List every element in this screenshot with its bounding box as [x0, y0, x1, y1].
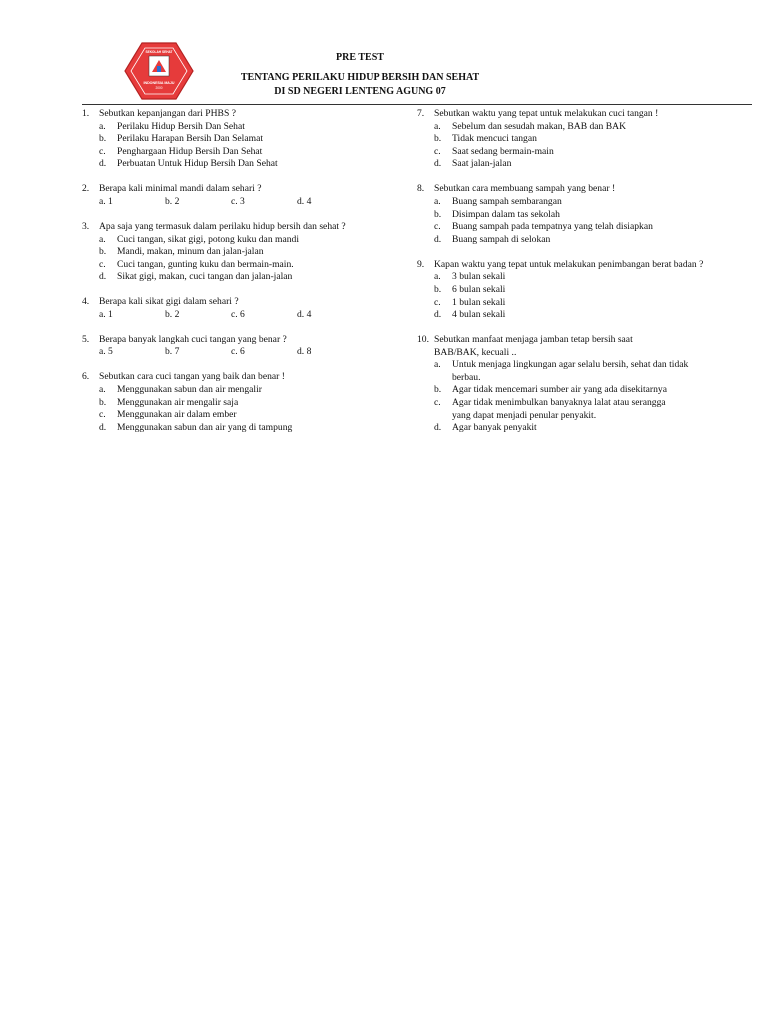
option-letter: d.: [434, 309, 442, 321]
question-6: [82, 371, 402, 434]
option-letter: d.: [434, 233, 442, 245]
option: a. 1: [99, 308, 113, 320]
question-10: [417, 334, 762, 435]
option-text: Cuci tangan, gunting kuku dan bermain-main.: [117, 258, 294, 270]
option-text: Agar tidak mencemari sumber air yang ada disekitarnya: [452, 384, 667, 396]
question-9: [417, 259, 762, 322]
option-text: Cuci tangan, sikat gigi, potong kuku dan mandi: [117, 233, 299, 245]
option-text: 4 bulan sekali: [452, 309, 506, 321]
question-3: [82, 221, 402, 284]
question-number: 2.: [82, 183, 90, 195]
option: [82, 146, 402, 159]
question-number: 3.: [82, 220, 90, 232]
questions-right-column: [417, 108, 762, 447]
question-5: [82, 334, 402, 359]
question-text: Apa saja yang termasuk dalam perilaku hidup bersih dan sehat ?: [99, 220, 346, 232]
option-letter: c.: [99, 145, 106, 157]
option-text: Menggunakan air mengalir saja: [117, 396, 239, 408]
question-text: Kapan waktu yang tepat untuk melakukan penimbangan berat badan ?: [434, 258, 704, 270]
option-letter: b.: [434, 384, 442, 396]
header-divider: [82, 104, 752, 105]
option-letter: c.: [99, 258, 106, 270]
option-text: Disimpan dalam tas sekolah: [452, 208, 560, 220]
question-2: [82, 183, 402, 208]
option: [417, 234, 762, 247]
option: [82, 121, 402, 134]
option-text-continued: berbau.: [452, 371, 481, 383]
option-letter: b.: [99, 246, 107, 258]
option-text: Perilaku Harapan Bersih Dan Selamat: [117, 133, 263, 145]
option-letter: d.: [434, 422, 442, 434]
option-letter: a.: [99, 233, 106, 245]
option-text: 3 bulan sekali: [452, 271, 506, 283]
option: [82, 158, 402, 171]
option: [82, 384, 402, 397]
option-text: 6 bulan sekali: [452, 283, 506, 295]
option: [417, 196, 762, 209]
option-text: 1 bulan sekali: [452, 296, 506, 308]
option: [82, 397, 402, 410]
option-text: Tidak mencuci tangan: [452, 133, 537, 145]
option: [417, 209, 762, 222]
option: [82, 409, 402, 422]
option: c. 3: [231, 195, 245, 207]
option: [82, 271, 402, 284]
option-text: Perilaku Hidup Bersih Dan Sehat: [117, 120, 245, 132]
option: b. 7: [165, 346, 180, 358]
question-4: [82, 296, 402, 321]
option: [417, 133, 762, 146]
document-subtitle: TENTANG PERILAKU HIDUP BERSIH DAN SEHAT: [240, 72, 480, 83]
option-letter: c.: [434, 221, 441, 233]
option-letter: d.: [99, 421, 107, 433]
questions-left-column: [82, 108, 402, 447]
option-text: Buang sampah sembarangan: [452, 195, 562, 207]
option: d. 4: [297, 195, 312, 207]
option-text-continued: yang dapat menjadi penular penyakit.: [452, 409, 597, 421]
option-letter: c.: [434, 296, 441, 308]
option: [417, 384, 762, 397]
option: [82, 259, 402, 272]
question-number: 7.: [417, 108, 425, 119]
option-letter: a.: [99, 120, 106, 132]
option-text: Buang sampah pada tempatnya yang telah disiapkan: [452, 221, 653, 233]
option: [417, 158, 762, 171]
option-text: Menggunakan air dalam ember: [117, 409, 237, 421]
option-text: Untuk menjaga lingkungan agar selalu bersih, sehat dan tidak: [452, 359, 689, 371]
option-letter: a.: [434, 359, 441, 371]
option-text: Penghargaan Hidup Bersih Dan Sehat: [117, 145, 263, 157]
option-letter: b.: [434, 283, 442, 295]
inline-options: [82, 196, 402, 209]
question-number: 4.: [82, 296, 90, 308]
option-letter: c.: [434, 145, 441, 157]
option-letter: d.: [434, 158, 442, 170]
option: b. 2: [165, 308, 180, 320]
logo-bottom-text: INDONESIA MAJU: [143, 81, 175, 85]
option-text: Agar banyak penyakit: [452, 422, 537, 434]
question-7: [417, 108, 762, 171]
question-text: Sebutkan kepanjangan dari PHBS ?: [99, 108, 236, 119]
option: [417, 422, 762, 435]
option-letter: a.: [99, 384, 106, 396]
option-text: Buang sampah di selokan: [452, 233, 551, 245]
question-text: Berapa banyak langkah cuci tangan yang benar ?: [99, 333, 287, 345]
option: c. 6: [231, 308, 245, 320]
option-text: Saat jalan-jalan: [452, 158, 512, 170]
option: [417, 221, 762, 234]
option-text: Agar tidak menimbulkan banyaknya lalat atau serangga: [452, 397, 666, 409]
option-letter: d.: [99, 158, 107, 170]
option: [82, 234, 402, 247]
logo-year: 2000: [155, 86, 163, 90]
option-letter: b.: [434, 208, 442, 220]
option: [417, 309, 762, 322]
question-number: 1.: [82, 108, 90, 119]
option: [417, 284, 762, 297]
option: [417, 359, 762, 372]
logo-top-text: SEKOLAH SEHAT: [145, 50, 173, 54]
option: [82, 246, 402, 259]
option: d. 4: [297, 308, 312, 320]
question-text: Sebutkan waktu yang tepat untuk melakukan cuci tangan !: [434, 108, 659, 119]
school-name: DI SD NEGERI LENTENG AGUNG 07: [274, 86, 446, 97]
option: [417, 271, 762, 284]
option-letter: a.: [434, 271, 441, 283]
option-letter: a.: [434, 195, 441, 207]
inline-options: [82, 309, 402, 322]
option: [417, 121, 762, 134]
question-number: 9.: [417, 258, 425, 270]
option: d. 8: [297, 346, 312, 358]
question-text: Sebutkan manfaat menjaga jamban tetap bersih saat: [434, 334, 633, 346]
document-title: PRE TEST: [336, 52, 384, 63]
inline-options: [82, 346, 402, 359]
option-text: Saat sedang bermain-main: [452, 145, 554, 157]
option: a. 5: [99, 346, 113, 358]
question-number: 5.: [82, 333, 90, 345]
question-8: [417, 183, 762, 246]
question-number: 6.: [82, 371, 90, 383]
option-letter: b.: [434, 133, 442, 145]
question-1: [82, 108, 402, 171]
option-text: Menggunakan sabun dan air yang di tampung: [117, 421, 293, 433]
option: [417, 297, 762, 310]
option-letter: b.: [99, 133, 107, 145]
option: [417, 397, 762, 410]
option-letter: c.: [434, 397, 441, 409]
question-text: Sebutkan cara membuang sampah yang benar !: [434, 183, 616, 195]
question-text: Berapa kali sikat gigi dalam sehari ?: [99, 296, 239, 308]
option-letter: c.: [99, 409, 106, 421]
option-text: Mandi, makan, minum dan jalan-jalan: [117, 246, 264, 258]
option: a. 1: [99, 195, 113, 207]
option: [82, 133, 402, 146]
option-letter: b.: [99, 396, 107, 408]
option-text: Sikat gigi, makan, cuci tangan dan jalan-jalan: [117, 271, 293, 283]
option-text: Sebelum dan sesudah makan, BAB dan BAK: [452, 120, 626, 132]
question-number: 8.: [417, 183, 425, 195]
question-text: Sebutkan cara cuci tangan yang baik dan benar !: [99, 371, 285, 383]
option: [82, 422, 402, 435]
question-text-continued: BAB/BAK, kecuali ..: [434, 346, 517, 358]
option-letter: a.: [434, 120, 441, 132]
option-letter: d.: [99, 271, 107, 283]
question-number: 10.: [417, 334, 429, 346]
option: c. 6: [231, 346, 245, 358]
option: [417, 146, 762, 159]
option-text: Menggunakan sabun dan air mengalir: [117, 384, 262, 396]
question-text: Berapa kali minimal mandi dalam sehari ?: [99, 183, 262, 195]
option-text: Perbuatan Untuk Hidup Bersih Dan Sehat: [117, 158, 278, 170]
option: b. 2: [165, 195, 180, 207]
